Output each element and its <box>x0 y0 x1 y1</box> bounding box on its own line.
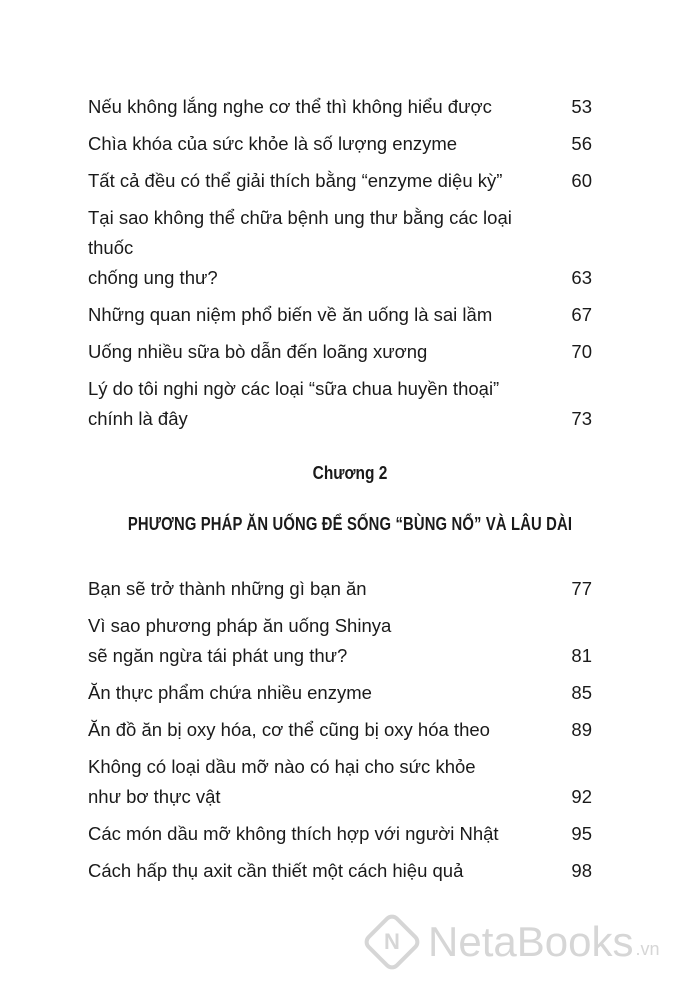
toc-entry <box>88 715 592 745</box>
toc-entry-page: 70 <box>571 341 592 362</box>
toc-entry <box>88 337 592 367</box>
toc-entry <box>88 574 592 604</box>
toc-entry <box>88 856 592 886</box>
toc-entry-title: Cách hấp thụ axit cần thiết một cách hiệu quả <box>88 860 464 881</box>
toc-entry-title: Tại sao không thể chữa bệnh ung thư bằng các loại thuốc chống ung thư? <box>88 207 512 288</box>
toc-entry-title: Ăn đồ ăn bị oxy hóa, cơ thể cũng bị oxy hóa theo <box>88 719 490 740</box>
logo-letter: N <box>384 928 400 954</box>
watermark-brand: NetaBooks <box>428 918 634 965</box>
toc-entry-page: 92 <box>571 786 592 807</box>
toc-entry <box>88 300 592 330</box>
watermark <box>370 918 659 966</box>
toc-entry <box>88 819 592 849</box>
watermark-suffix: .vn <box>635 938 660 959</box>
toc-entry-title: Chìa khóa của sức khỏe là số lượng enzyme <box>88 133 458 154</box>
toc-entry-title: Nếu không lắng nghe cơ thể thì không hiểu được <box>88 96 492 117</box>
toc-entry <box>88 678 592 708</box>
netabooks-logo-icon <box>361 911 423 973</box>
toc-entry-page: 95 <box>571 823 592 844</box>
chapter-title: PHƯƠNG PHÁP ĂN UỐNG ĐỂ SỐNG “BÙNG NỔ” VÀ LÂU DÀI <box>127 513 573 534</box>
toc-entry-page: 89 <box>571 719 592 740</box>
toc-entry-page: 85 <box>571 682 592 703</box>
toc-entry <box>88 374 592 434</box>
toc-entry <box>88 166 592 196</box>
toc-entry-title: Bạn sẽ trở thành những gì bạn ăn <box>88 578 367 599</box>
toc-entry <box>88 752 592 812</box>
toc-entry <box>88 129 592 159</box>
toc-entry-page: 73 <box>571 408 592 429</box>
toc-entry-title: Ăn thực phẩm chứa nhiều enzyme <box>88 682 372 703</box>
toc-entry-page: 60 <box>571 170 592 191</box>
toc-entry-title: Các món dầu mỡ không thích hợp với người Nhật <box>88 823 499 844</box>
toc-entry-page: 53 <box>571 96 592 117</box>
toc-entry-title: Lý do tôi nghi ngờ các loại “sữa chua huyền thoại” chính là đây <box>88 378 500 429</box>
toc-entry-title: Không có loại dầu mỡ nào có hại cho sức khỏe như bơ thực vật <box>88 756 476 807</box>
toc-entry-title: Tất cả đều có thể giải thích bằng “enzyme diệu kỳ” <box>88 170 503 191</box>
toc-entry-page: 77 <box>571 578 592 599</box>
chapter-label: Chương 2 <box>312 463 388 483</box>
toc-entry-page: 67 <box>571 304 592 325</box>
toc-section-2 <box>88 574 592 893</box>
toc-entry-title: Những quan niệm phổ biến về ăn uống là sai lầm <box>88 304 493 325</box>
toc-entry <box>88 203 592 293</box>
toc-entry <box>88 92 592 122</box>
toc-entry <box>88 611 592 671</box>
toc-entry-title: Uống nhiều sữa bò dẫn đến loãng xương <box>88 341 428 362</box>
toc-section-1 <box>88 92 592 441</box>
toc-entry-page: 81 <box>571 645 592 666</box>
toc-entry-title: Vì sao phương pháp ăn uống Shinya sẽ ngăn ngừa tái phát ung thư? <box>88 615 392 666</box>
toc-entry-page: 98 <box>571 860 592 881</box>
toc-entry-page: 56 <box>571 133 592 154</box>
toc-entry-page: 63 <box>571 267 592 288</box>
